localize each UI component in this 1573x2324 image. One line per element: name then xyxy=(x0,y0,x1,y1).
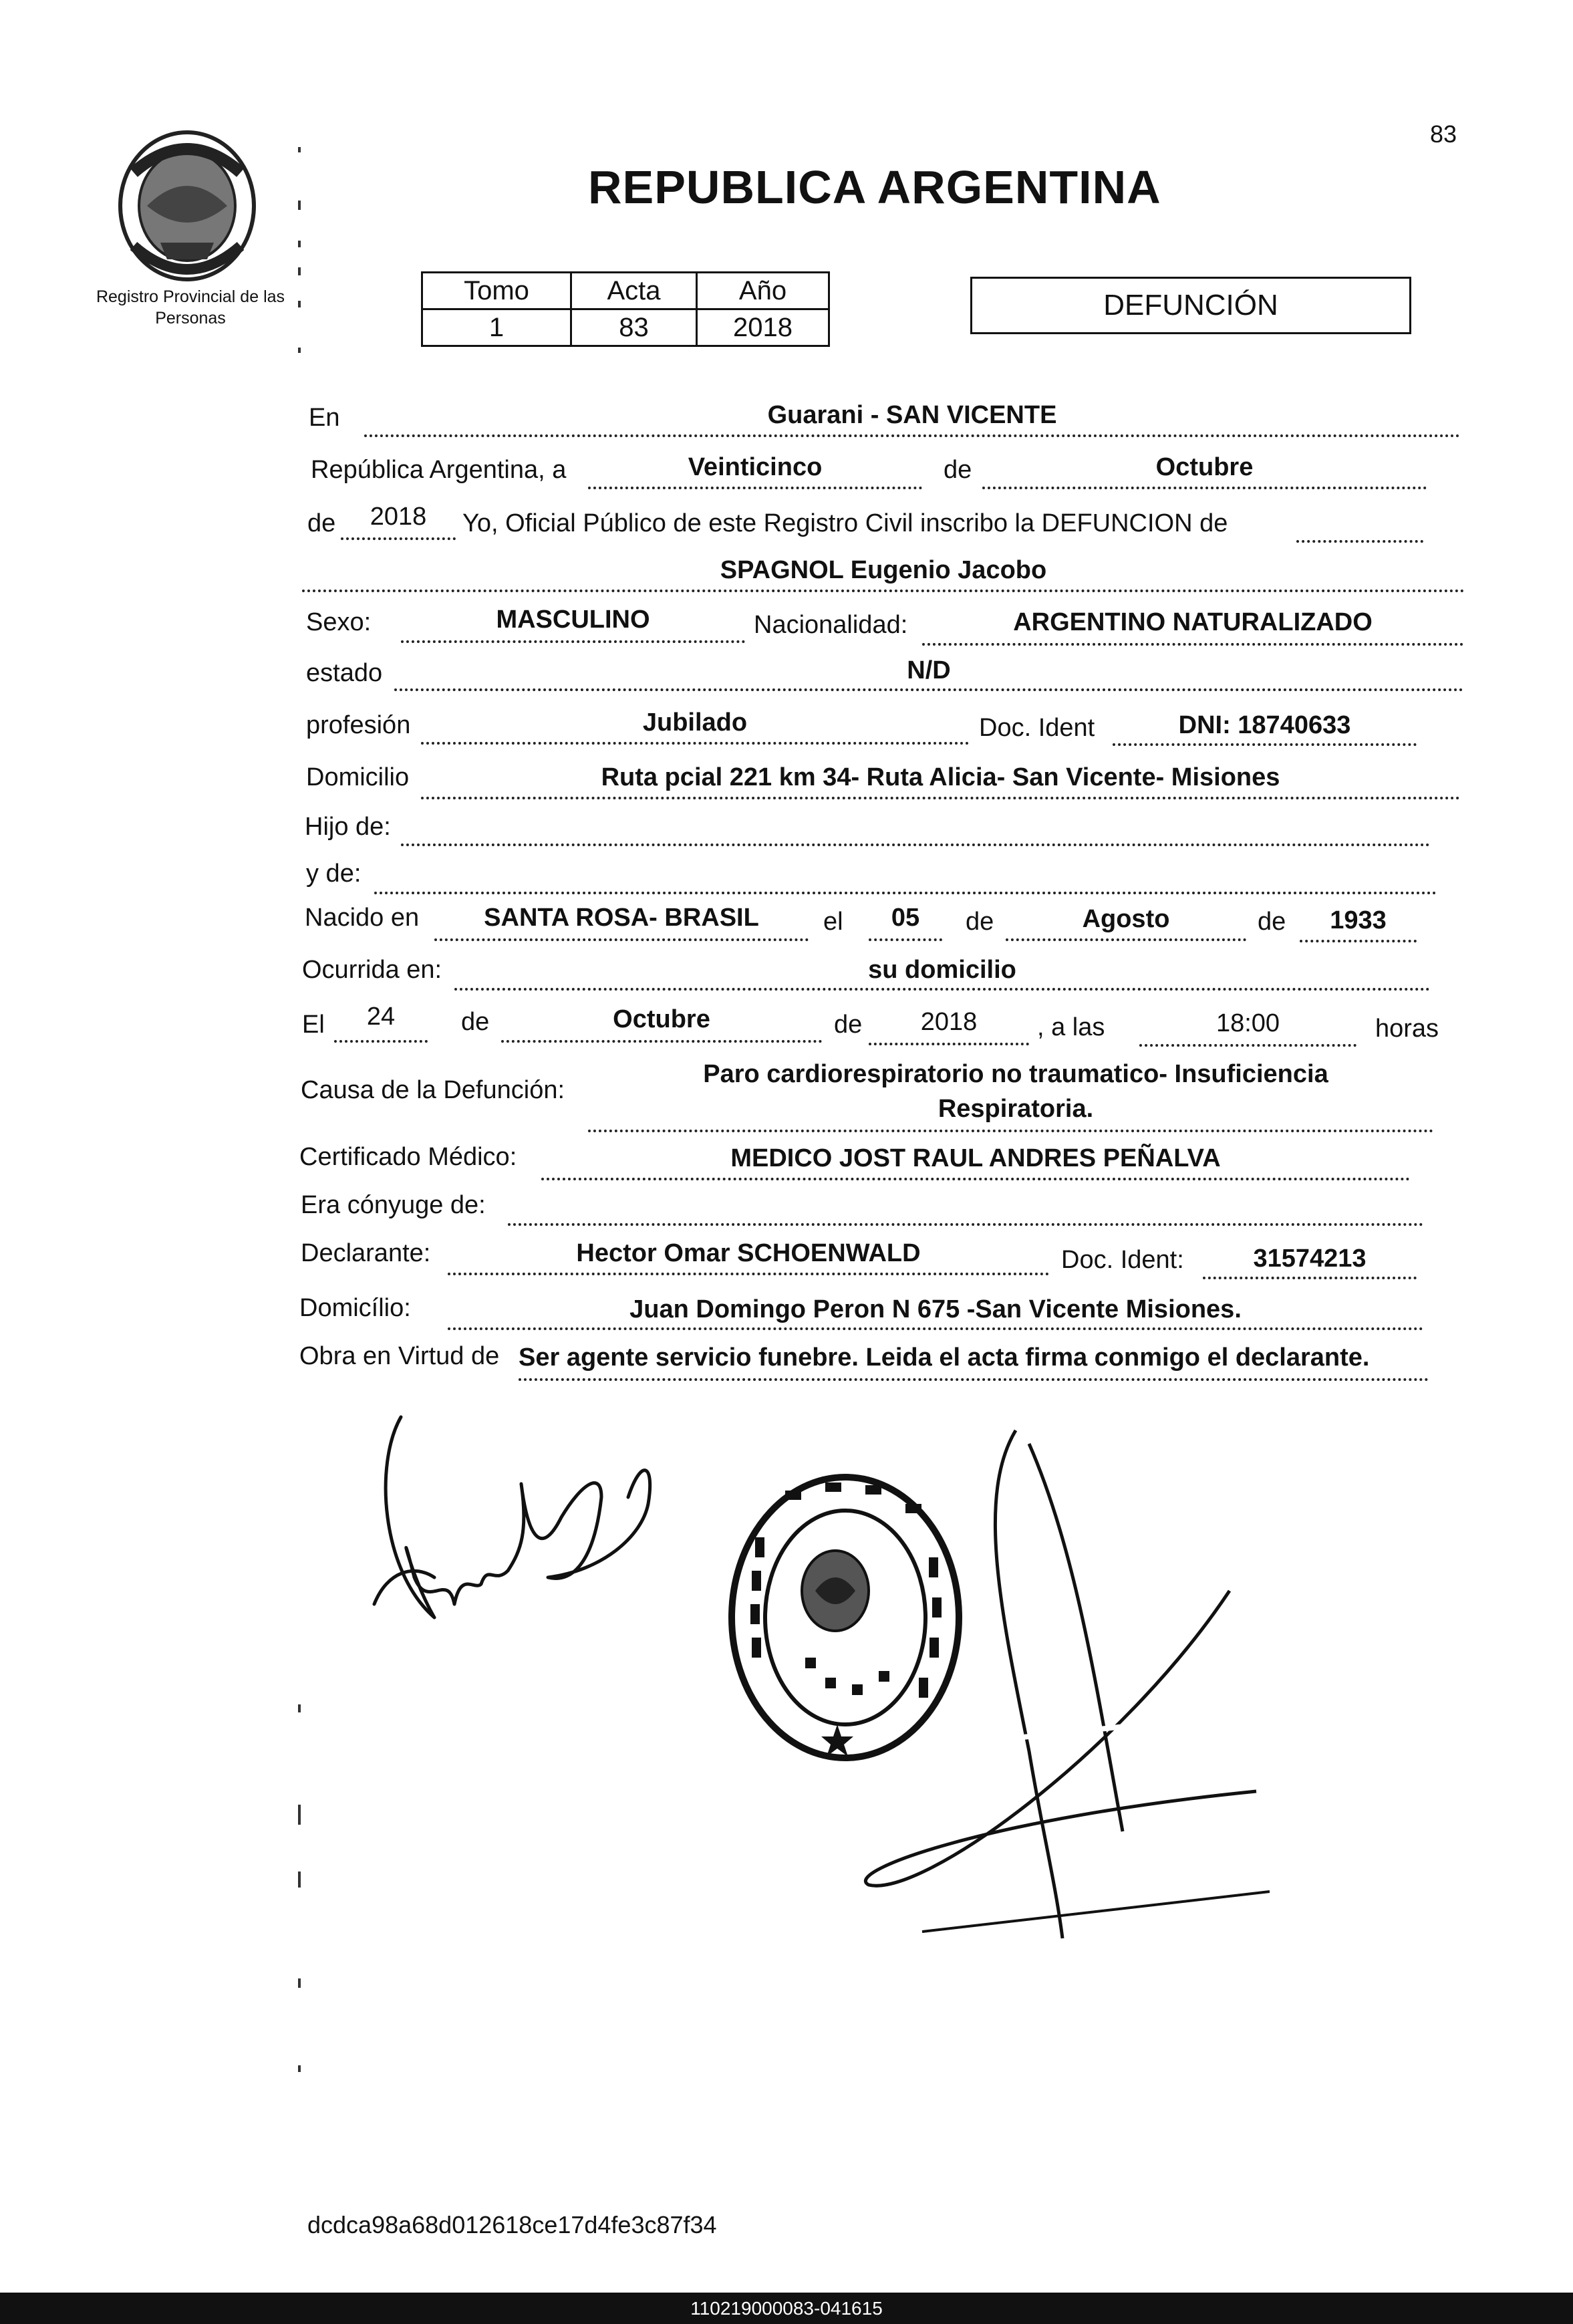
acta-value-anio: 2018 xyxy=(697,309,829,346)
document-hash: dcdca98a68d012618ce17d4fe3c87f34 xyxy=(307,2211,717,2238)
page-number: 83 xyxy=(1430,120,1457,148)
hijo-line xyxy=(401,844,1430,846)
anio-value: 2018 xyxy=(370,503,427,531)
profesion-label: profesión xyxy=(306,711,411,739)
declarant-signature xyxy=(361,1404,695,1658)
nac-mes-value: Agosto xyxy=(1082,905,1170,933)
causa-value-line1: Paro cardiorespiratorio no traumatico- Insuficiencia xyxy=(703,1060,1328,1088)
domicilio-value: Ruta pcial 221 km 34- Ruta Alicia- San Vicente- Misiones xyxy=(601,763,1280,791)
hora-value: 18:00 xyxy=(1216,1009,1280,1037)
nac-de-label: de xyxy=(966,908,994,936)
nacionalidad-line xyxy=(922,643,1463,646)
nac-anio-line xyxy=(1300,940,1417,942)
nacido-label: Nacido en xyxy=(305,904,420,932)
official-signature-stamp xyxy=(855,1417,1323,1952)
acta-table-header-row xyxy=(422,273,829,309)
declarante-label: Declarante: xyxy=(301,1239,431,1267)
province-crest xyxy=(114,126,261,286)
def-dia-line xyxy=(334,1040,428,1043)
dia-line xyxy=(588,487,922,489)
horas-label: horas xyxy=(1375,1015,1439,1043)
en-label: En xyxy=(309,404,340,432)
def-de2-label: de xyxy=(834,1011,863,1039)
doc-ident-value: DNI: 18740633 xyxy=(1178,711,1351,739)
profesion-line xyxy=(421,742,969,745)
yo-text: Yo, Oficial Público de este Registro Civil inscribo la DEFUNCION de xyxy=(462,509,1228,537)
de-label: de xyxy=(944,456,972,484)
ocurrida-line xyxy=(454,988,1430,991)
declarante-line xyxy=(448,1273,1049,1275)
acta-table-value-row xyxy=(422,309,829,346)
nac-dia-line xyxy=(869,938,942,941)
y-de-line xyxy=(374,892,1437,894)
republica-label: República Argentina, a xyxy=(311,456,567,484)
nacionalidad-label: Nacionalidad: xyxy=(754,611,908,639)
obra-value: Ser agente servicio funebre. Leida el acta firma conmigo el declarante. xyxy=(519,1343,1370,1372)
nacionalidad-value: ARGENTINO NATURALIZADO xyxy=(1013,608,1373,636)
page-title: REPUBLICA ARGENTINA xyxy=(588,161,1161,213)
conyuge-line xyxy=(508,1223,1423,1226)
estado-value: N/D xyxy=(907,656,951,684)
acta-value-tomo: 1 xyxy=(422,309,571,346)
certificado-label: Certificado Médico: xyxy=(299,1143,517,1171)
document-type-box: DEFUNCIÓN xyxy=(970,277,1411,334)
ocurrida-label: Ocurrida en: xyxy=(302,956,442,984)
nac-mes-line xyxy=(1006,938,1246,941)
nac-de2-label: de xyxy=(1258,908,1286,936)
doc-ident-label: Doc. Ident xyxy=(979,714,1095,742)
ocurrida-value: su domicilio xyxy=(868,956,1016,984)
yo-line xyxy=(1296,540,1423,543)
sexo-line xyxy=(401,640,745,643)
obra-line xyxy=(519,1378,1429,1381)
el-label: el xyxy=(823,908,843,936)
def-dia-value: 24 xyxy=(366,1003,396,1031)
domicilio-label: Domicilio xyxy=(306,763,410,791)
hora-line xyxy=(1139,1044,1356,1047)
acta-header-acta: Acta xyxy=(571,273,697,309)
doc-ident-line xyxy=(1113,743,1417,746)
def-mes-line xyxy=(501,1040,822,1043)
def-anio-line xyxy=(869,1043,1029,1045)
acta-header-anio: Año xyxy=(697,273,829,309)
y-de-label: y de: xyxy=(306,860,362,888)
domicilio-line xyxy=(421,797,1460,799)
acta-value-acta: 83 xyxy=(571,309,697,346)
conyuge-label: Era cónyuge de: xyxy=(301,1191,486,1219)
el2-label: El xyxy=(302,1011,325,1039)
sexo-value: MASCULINO xyxy=(496,606,650,634)
def-mes-value: Octubre xyxy=(613,1005,710,1033)
def-de-label: de xyxy=(461,1008,490,1036)
registry-label: Registro Provincial de las Personas xyxy=(96,287,285,328)
dia-value: Veinticinco xyxy=(688,453,823,481)
nacido-line xyxy=(434,938,809,941)
a-las-label: , a las xyxy=(1037,1013,1105,1041)
nacido-value: SANTA ROSA- BRASIL xyxy=(484,904,759,932)
mes-value: Octubre xyxy=(1155,453,1254,481)
decl-domicilio-value: Juan Domingo Peron N 675 -San Vicente Misiones. xyxy=(629,1295,1242,1323)
profesion-value: Jubilado xyxy=(642,708,748,737)
nombre-line xyxy=(302,590,1465,592)
nombre-value: SPAGNOL Eugenio Jacobo xyxy=(720,556,1047,584)
decl-domicilio-line xyxy=(448,1327,1423,1330)
estado-line xyxy=(394,688,1463,691)
certificado-line xyxy=(541,1178,1410,1180)
obra-label: Obra en Virtud de xyxy=(299,1342,500,1370)
causa-label: Causa de la Defunción: xyxy=(301,1076,565,1104)
en-value: Guarani - SAN VICENTE xyxy=(767,401,1057,429)
decl-doc-value: 31574213 xyxy=(1253,1245,1367,1273)
certificado-value: MEDICO JOST RAUL ANDRES PEÑALVA xyxy=(730,1144,1221,1172)
acta-table xyxy=(421,271,830,347)
sexo-label: Sexo: xyxy=(306,608,372,636)
mes-line xyxy=(982,487,1427,489)
def-anio-value: 2018 xyxy=(920,1008,978,1036)
decl-domicilio-label: Domicílio: xyxy=(299,1294,411,1322)
anio-line xyxy=(341,537,456,540)
declarante-value: Hector Omar SCHOENWALD xyxy=(576,1239,921,1267)
decl-doc-line xyxy=(1203,1277,1417,1279)
nac-dia-value: 05 xyxy=(891,904,920,932)
hijo-label: Hijo de: xyxy=(305,813,391,841)
causa-line xyxy=(588,1130,1433,1132)
footer-code-bar: 110219000083-041615 xyxy=(0,2293,1573,2324)
nac-anio-value: 1933 xyxy=(1330,906,1387,934)
acta-header-tomo: Tomo xyxy=(422,273,571,309)
estado-label: estado xyxy=(306,659,383,687)
en-line xyxy=(364,434,1460,437)
decl-doc-label: Doc. Ident: xyxy=(1061,1246,1184,1274)
causa-value-line2: Respiratoria. xyxy=(938,1095,1094,1123)
de2-label: de xyxy=(307,509,336,537)
